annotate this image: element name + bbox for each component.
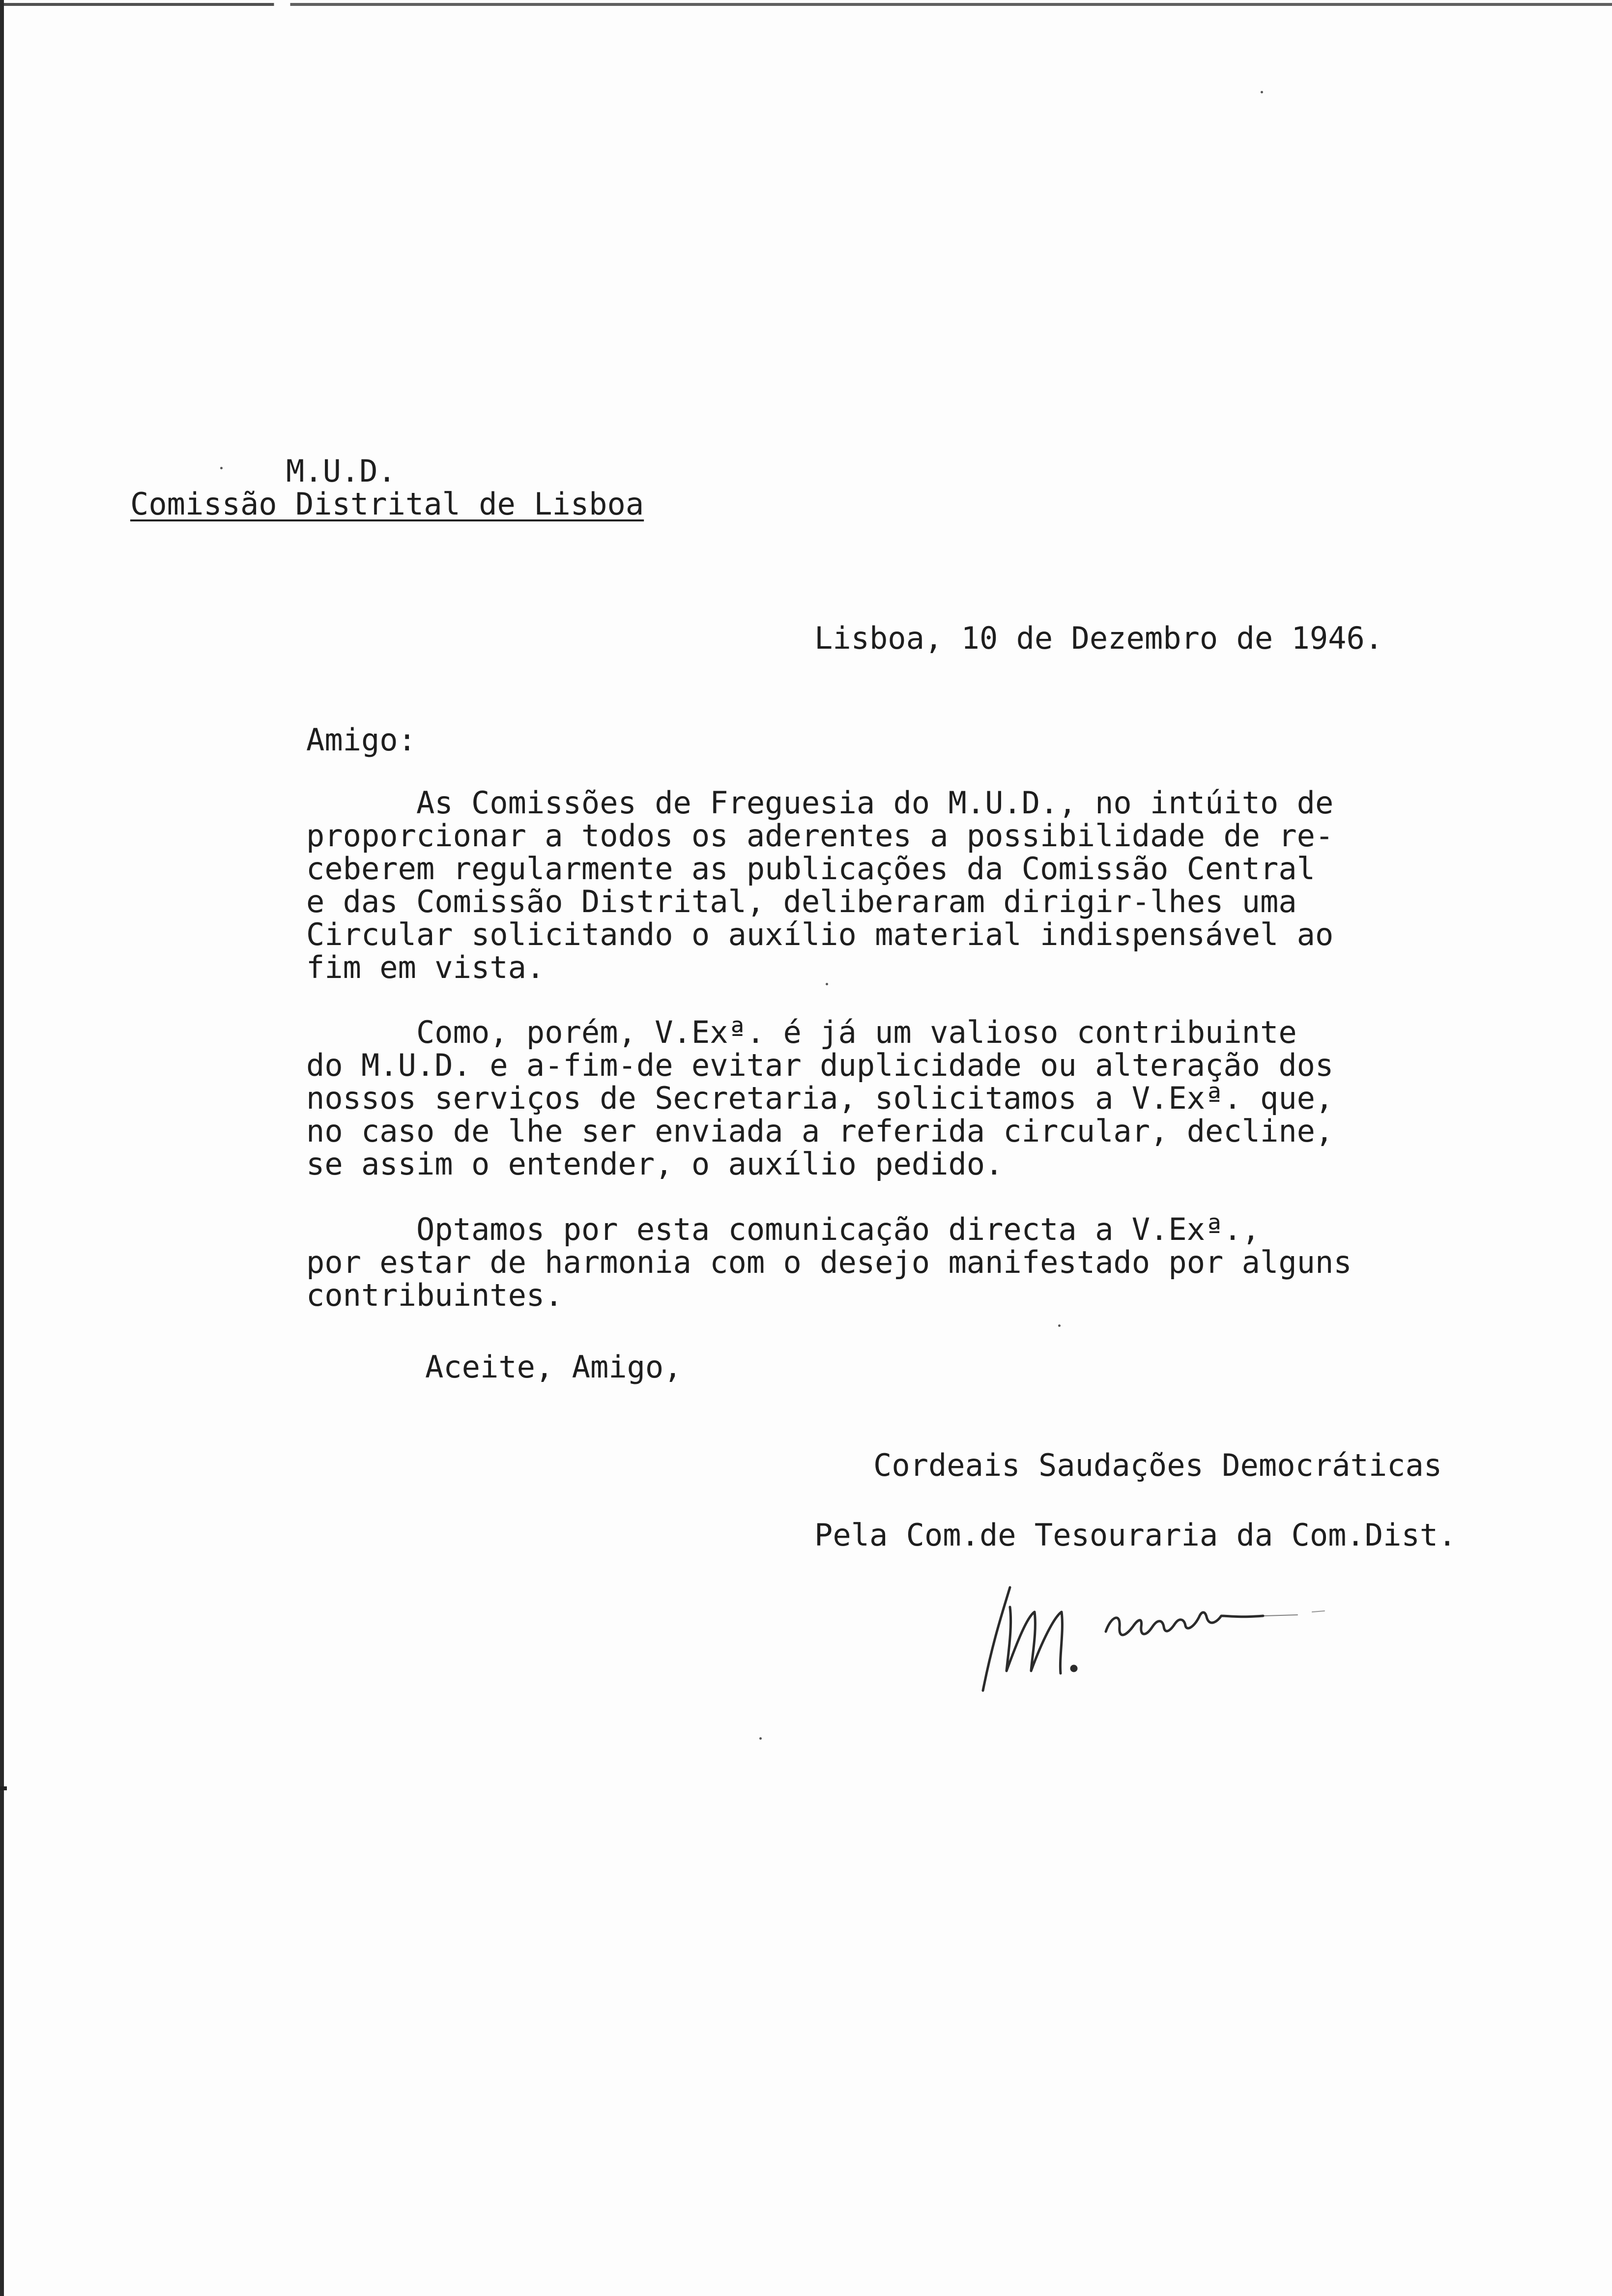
paragraph-line: As Comissões de Freguesia do M.U.D., no intúito de (306, 785, 1334, 821)
scan-speck (1261, 91, 1263, 93)
signatory-line: Pela Com.de Tesouraria da Com.Dist. (814, 1517, 1457, 1553)
scan-edge-mark (0, 1786, 7, 1790)
scan-speck (220, 467, 223, 469)
letterhead-org: M.U.D. (286, 453, 396, 489)
greeting-line: Cordeais Saudações Democráticas (873, 1447, 1442, 1483)
scan-speck (826, 983, 828, 985)
paragraph-line: no caso de lhe ser enviada a referida circular, decline, (306, 1113, 1334, 1149)
paragraph-line: Como, porém, V.Exª. é já um valioso contribuinte (306, 1014, 1297, 1050)
paragraph-line: Circular solicitando o auxílio material indispensável ao (306, 917, 1334, 952)
scan-left-edge (0, 0, 4, 2296)
scan-speck (1058, 1324, 1061, 1327)
closing-line: Aceite, Amigo, (425, 1349, 682, 1385)
paragraph-line: e das Comissão Distrital, deliberaram dirigir-lhes uma (306, 884, 1297, 919)
paragraph-line: fim em vista. (306, 949, 545, 985)
paragraph-line: proporcionar a todos os aderentes a possibilidade de re- (306, 818, 1334, 854)
paragraph-line: Optamos por esta comunicação directa a V.Exª., (306, 1211, 1261, 1247)
salutation: Amigo: (306, 722, 416, 758)
paragraph-line: contribuintes. (306, 1277, 563, 1313)
paragraph-line: se assim o entender, o auxílio pedido. (306, 1146, 1004, 1182)
paragraph-line: por estar de harmonia com o desejo manifestado por alguns (306, 1244, 1352, 1280)
paragraph-line: do M.U.D. e a-fim-de evitar duplicidade ou alteração dos (306, 1047, 1334, 1083)
letterhead-committee: Comissão Distrital de Lisboa (130, 486, 644, 522)
scan-speck (759, 1737, 762, 1740)
date-line: Lisboa, 10 de Dezembro de 1946. (814, 620, 1383, 656)
handwritten-signature (963, 1558, 1371, 1705)
scan-top-edge (0, 3, 1612, 6)
paragraph-line: nossos serviços de Secretaria, solicitamos a V.Exª. que, (306, 1080, 1334, 1116)
paragraph-line: ceberem regularmente as publicações da Comissão Central (306, 851, 1315, 887)
